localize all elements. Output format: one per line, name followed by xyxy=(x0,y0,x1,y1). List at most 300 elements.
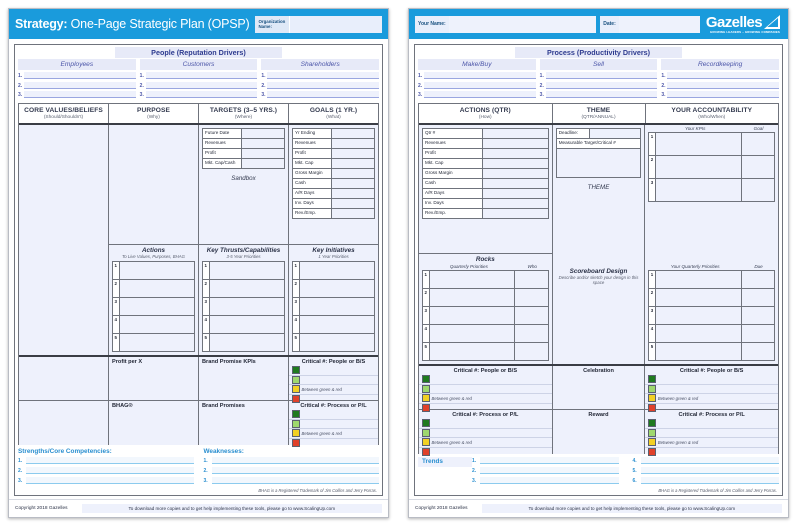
table-row[interactable] xyxy=(203,129,284,139)
strength-input[interactable] xyxy=(26,457,194,464)
table-row[interactable] xyxy=(293,189,374,199)
list-item[interactable] xyxy=(203,262,284,280)
scoreboard-sketch-area[interactable] xyxy=(556,287,642,361)
table-row[interactable] xyxy=(423,129,548,139)
list-item-number: 1 xyxy=(423,271,430,288)
lower-cell[interactable] xyxy=(19,401,108,445)
swatch-row[interactable] xyxy=(289,429,378,439)
driver-line[interactable] xyxy=(540,72,658,79)
table-row[interactable] xyxy=(423,159,548,169)
deadline-input[interactable] xyxy=(590,129,640,138)
rock-priority-input[interactable] xyxy=(430,271,514,288)
strength-line[interactable] xyxy=(18,457,194,464)
footer-note: To download more copies and to get help implementing these tools, please go to www.ScalingUp.com xyxy=(82,504,382,513)
priority-due-input[interactable] xyxy=(741,271,774,288)
table-row[interactable] xyxy=(293,209,374,218)
scoreboard-subtitle: Describe and/or sketch your design in this space xyxy=(558,275,639,286)
table-row xyxy=(557,139,641,149)
list-item[interactable] xyxy=(113,280,194,298)
bhag-label: BHAG® xyxy=(112,403,133,409)
list-item-number: 2 xyxy=(649,156,656,178)
list-item-number: 4 xyxy=(423,325,430,342)
priority-input[interactable] xyxy=(656,343,740,360)
your-name-label: Your Name: xyxy=(418,21,446,27)
swatch-row[interactable] xyxy=(289,366,378,376)
swatch-row[interactable] xyxy=(645,419,778,429)
list-item-number: 3 xyxy=(293,298,300,315)
driver-line-input[interactable] xyxy=(424,82,536,89)
kpi-input[interactable] xyxy=(656,133,740,155)
rock-who-input[interactable] xyxy=(514,307,547,324)
metric-value-input[interactable] xyxy=(332,159,374,168)
critical-process-pl-label: Critical #: Process or P/L xyxy=(678,412,745,418)
table-row[interactable] xyxy=(557,129,641,139)
priority-input[interactable] xyxy=(656,325,740,342)
celebration-cell[interactable] xyxy=(553,366,645,410)
driver-line-input[interactable] xyxy=(24,82,136,89)
strength-input[interactable] xyxy=(26,477,194,484)
trend-input[interactable] xyxy=(641,467,780,474)
list-item-input[interactable] xyxy=(210,262,284,279)
list-item-input[interactable] xyxy=(120,298,194,315)
metric-value-input[interactable] xyxy=(332,199,374,208)
theme-upper xyxy=(553,125,645,267)
critical-people-bs-label: Critical #: People or B/S xyxy=(453,368,518,374)
metric-value-input[interactable] xyxy=(332,129,374,138)
logo-tagline: GROWING LEADERS – GROWING COMPANIES xyxy=(709,29,780,34)
green-dark-swatch-icon xyxy=(648,419,656,427)
list-item[interactable] xyxy=(113,334,194,351)
table-row[interactable] xyxy=(293,169,374,179)
driver-line-input[interactable] xyxy=(424,91,536,98)
rocks-column-headers xyxy=(419,263,552,270)
strength-line[interactable] xyxy=(18,477,194,484)
driver-line[interactable] xyxy=(540,82,658,89)
driver-line[interactable] xyxy=(18,91,136,98)
grid-header-accountability xyxy=(646,104,779,123)
metric-label: Profit xyxy=(293,149,332,158)
strengths-column xyxy=(18,448,194,487)
critical-people-bs-cell xyxy=(289,357,378,401)
swatch-row[interactable] xyxy=(645,438,778,448)
table-row[interactable] xyxy=(423,139,548,149)
list-item[interactable] xyxy=(423,289,548,307)
rock-who-input[interactable] xyxy=(514,343,547,360)
swatch-row[interactable] xyxy=(419,438,552,448)
green-light-swatch-icon xyxy=(422,385,430,393)
grid-header-title: GOALS (1 YR.) xyxy=(309,106,358,114)
gazelles-logo xyxy=(706,15,782,34)
swatch-row[interactable] xyxy=(289,420,378,430)
list-item-number: 4 xyxy=(293,316,300,333)
swatch-row[interactable] xyxy=(419,429,552,439)
list-item[interactable] xyxy=(649,271,774,289)
weakness-input[interactable] xyxy=(212,457,380,464)
targets-column xyxy=(199,125,289,356)
kpis-upper xyxy=(645,125,778,264)
swatch-row[interactable] xyxy=(289,376,378,386)
green-dark-swatch-icon xyxy=(292,410,300,418)
driver-line[interactable] xyxy=(140,82,258,89)
metric-value-input[interactable] xyxy=(332,149,374,158)
metric-value-input[interactable] xyxy=(483,189,548,198)
list-item[interactable] xyxy=(293,334,374,351)
left-header-bar xyxy=(9,9,388,39)
driver-line[interactable] xyxy=(661,72,779,79)
your-name-input[interactable] xyxy=(449,16,597,33)
metric-label: Profit xyxy=(423,149,483,158)
list-item[interactable] xyxy=(423,307,548,325)
metric-value-input[interactable] xyxy=(483,139,548,148)
trend-line[interactable] xyxy=(633,467,780,474)
table-row[interactable] xyxy=(423,189,548,199)
list-item-input[interactable] xyxy=(120,334,194,351)
list-item-number: 4 xyxy=(113,316,120,333)
key-thrusts-list xyxy=(202,261,285,352)
list-item-input[interactable] xyxy=(120,280,194,297)
swatch-group xyxy=(645,418,778,456)
table-row[interactable] xyxy=(203,149,284,159)
list-item[interactable] xyxy=(113,298,194,316)
table-row[interactable] xyxy=(203,159,284,168)
lower-col-blank[interactable] xyxy=(19,357,109,445)
metric-value-input[interactable] xyxy=(242,149,284,158)
weakness-line[interactable] xyxy=(204,467,380,474)
weakness-input[interactable] xyxy=(212,467,380,474)
bhag-cell[interactable] xyxy=(109,401,198,445)
metric-value-input[interactable] xyxy=(483,159,548,168)
swatch-row[interactable] xyxy=(419,448,552,457)
trademark-note: BHAG is a Registered Trademark of Jim Collins and Jerry Porras. xyxy=(658,488,777,493)
list-item-input[interactable] xyxy=(300,316,374,333)
kpi-goal-input[interactable] xyxy=(741,179,774,201)
grid-header-title: THEME xyxy=(586,106,611,114)
priority-due-input[interactable] xyxy=(741,343,774,360)
list-item[interactable] xyxy=(293,316,374,334)
table-row[interactable] xyxy=(423,199,548,209)
brand-promise-kpis-cell[interactable] xyxy=(199,357,288,401)
driver-line-number: 3. xyxy=(539,92,544,98)
driver-line[interactable] xyxy=(140,91,258,98)
trend-input[interactable] xyxy=(641,457,780,464)
weakness-input[interactable] xyxy=(212,477,380,484)
driver-line-input[interactable] xyxy=(146,91,258,98)
rock-priority-input[interactable] xyxy=(430,343,514,360)
strength-number: 2. xyxy=(18,468,23,474)
metric-label: Mkt. Cap/Cash xyxy=(203,159,242,168)
list-item[interactable] xyxy=(203,316,284,334)
strength-line[interactable] xyxy=(18,467,194,474)
trends-columns xyxy=(472,457,779,487)
driver-column-sell xyxy=(540,59,658,101)
table-row[interactable] xyxy=(423,209,548,218)
key-thrusts-subsection xyxy=(199,244,288,355)
swatch-row[interactable] xyxy=(289,385,378,395)
trend-line[interactable] xyxy=(472,467,619,474)
table-row[interactable] xyxy=(293,139,374,149)
metric-label: Future Date xyxy=(203,129,242,138)
actions-metrics-table xyxy=(422,128,549,219)
list-item[interactable] xyxy=(203,280,284,298)
grid-header-title: YOUR ACCOUNTABILITY xyxy=(671,106,753,114)
trend-line[interactable] xyxy=(472,477,619,484)
list-item-input[interactable] xyxy=(210,316,284,333)
rock-who-input[interactable] xyxy=(514,325,547,342)
actions-column xyxy=(419,125,553,365)
list-item-input[interactable] xyxy=(210,298,284,315)
core-values-column[interactable] xyxy=(19,125,109,356)
strengths-weaknesses-section xyxy=(15,445,382,495)
organization-name-field[interactable] xyxy=(255,16,382,33)
driver-line[interactable] xyxy=(18,82,136,89)
driver-column-make-buy xyxy=(418,59,536,101)
list-item[interactable] xyxy=(293,298,374,316)
metric-value-input[interactable] xyxy=(483,179,548,188)
grid-header-subtitle: (Who/When) xyxy=(698,114,726,120)
strength-input[interactable] xyxy=(26,467,194,474)
trends-section xyxy=(415,454,782,495)
list-item-input[interactable] xyxy=(210,334,284,351)
trend-input[interactable] xyxy=(641,477,780,484)
strengths-weaknesses-columns xyxy=(18,448,379,487)
driver-line[interactable] xyxy=(18,72,136,79)
green-dark-swatch-icon xyxy=(422,375,430,383)
driver-line[interactable] xyxy=(261,72,379,79)
list-item-number: 1 xyxy=(293,262,300,279)
list-item[interactable] xyxy=(423,271,548,289)
purpose-input-area[interactable] xyxy=(109,125,198,245)
table-row[interactable] xyxy=(203,139,284,149)
list-item-input[interactable] xyxy=(300,280,374,297)
swatch-row[interactable] xyxy=(645,429,778,439)
list-item[interactable] xyxy=(649,325,774,343)
list-item[interactable] xyxy=(423,343,548,360)
metric-value-input[interactable] xyxy=(483,129,548,138)
reward-cell[interactable] xyxy=(553,410,645,454)
trend-input[interactable] xyxy=(480,477,619,484)
swatch-note: Between green & red xyxy=(301,430,342,436)
theme-caption: THEME xyxy=(587,183,610,191)
kpi-input[interactable] xyxy=(656,156,740,178)
driver-line[interactable] xyxy=(261,82,379,89)
swatch-row[interactable] xyxy=(419,394,552,404)
list-item[interactable] xyxy=(293,262,374,280)
swatch-row[interactable] xyxy=(645,385,778,395)
metric-value-input[interactable] xyxy=(332,139,374,148)
list-item[interactable] xyxy=(649,179,774,201)
trends-left-column xyxy=(472,457,619,487)
list-item-number: 1 xyxy=(113,262,120,279)
driver-line[interactable] xyxy=(418,91,536,98)
rock-priority-input[interactable] xyxy=(430,307,514,324)
swatch-row[interactable] xyxy=(645,448,778,457)
table-row[interactable] xyxy=(293,159,374,169)
trend-line[interactable] xyxy=(633,457,780,464)
profit-per-x-cell[interactable] xyxy=(109,357,198,401)
driver-line-number: 1. xyxy=(139,73,144,79)
lower-col-brand xyxy=(199,357,289,445)
green-light-swatch-icon xyxy=(292,376,300,384)
goals-upper xyxy=(289,125,378,245)
metric-label: Inv. Days xyxy=(293,199,332,208)
kpi-goal-input[interactable] xyxy=(741,156,774,178)
swatch-row[interactable] xyxy=(645,394,778,404)
red-swatch-icon xyxy=(292,439,300,447)
list-item-input[interactable] xyxy=(120,262,194,279)
metric-label: Revenues xyxy=(293,139,332,148)
driver-line-input[interactable] xyxy=(546,91,658,98)
driver-line-input[interactable] xyxy=(424,72,536,79)
metric-value-input[interactable] xyxy=(483,149,548,158)
driver-line-input[interactable] xyxy=(24,91,136,98)
priority-input[interactable] xyxy=(656,271,740,288)
swatch-row[interactable] xyxy=(289,439,378,448)
trend-line[interactable] xyxy=(633,477,780,484)
metric-label: A/R Days xyxy=(423,189,483,198)
driver-line[interactable] xyxy=(418,82,536,89)
list-item-input[interactable] xyxy=(300,298,374,315)
opsp-page-left xyxy=(8,8,389,518)
priority-due-input[interactable] xyxy=(741,307,774,324)
list-item-number: 2 xyxy=(649,289,656,306)
rock-who-input[interactable] xyxy=(514,271,547,288)
kpi-goal-input[interactable] xyxy=(741,133,774,155)
your-name-field[interactable] xyxy=(415,16,596,33)
list-item-input[interactable] xyxy=(300,334,374,351)
quarterly-col2-header: Due xyxy=(754,264,763,269)
metric-value-input[interactable] xyxy=(242,129,284,138)
kpi-input[interactable] xyxy=(656,179,740,201)
driver-column-label: Recordkeeping xyxy=(661,59,779,70)
table-row[interactable] xyxy=(293,199,374,209)
priority-due-input[interactable] xyxy=(741,325,774,342)
driver-line-input[interactable] xyxy=(667,91,779,98)
list-item[interactable] xyxy=(649,156,774,179)
list-item[interactable] xyxy=(293,280,374,298)
metric-label: Revenues xyxy=(203,139,242,148)
metric-value-input[interactable] xyxy=(483,199,548,208)
swatch-row[interactable] xyxy=(419,419,552,429)
driver-line[interactable] xyxy=(418,72,536,79)
weakness-line[interactable] xyxy=(204,477,380,484)
trend-line[interactable] xyxy=(472,457,619,464)
metric-label: Mkt. Cap xyxy=(293,159,332,168)
rock-who-input[interactable] xyxy=(514,289,547,306)
green-dark-swatch-icon xyxy=(422,419,430,427)
left-page-body xyxy=(14,44,383,496)
lower-cell[interactable] xyxy=(19,357,108,401)
list-item-number: 1 xyxy=(203,262,210,279)
measurable-target-input[interactable] xyxy=(557,149,641,177)
driver-line[interactable] xyxy=(661,82,779,89)
priority-due-input[interactable] xyxy=(741,289,774,306)
priority-input[interactable] xyxy=(656,289,740,306)
organization-name-input[interactable] xyxy=(289,16,382,33)
critical-people-bs-cell xyxy=(645,366,778,410)
list-item[interactable] xyxy=(649,133,774,156)
table-row[interactable] xyxy=(423,149,548,159)
list-item-input[interactable] xyxy=(210,280,284,297)
driver-line-input[interactable] xyxy=(546,82,658,89)
metric-value-input[interactable] xyxy=(483,169,548,178)
metric-value-input[interactable] xyxy=(332,179,374,188)
metric-value-input[interactable] xyxy=(242,159,284,168)
trend-input[interactable] xyxy=(480,467,619,474)
swatch-row[interactable] xyxy=(645,375,778,385)
list-item[interactable] xyxy=(423,325,548,343)
green-light-swatch-icon xyxy=(292,420,300,428)
brand-promises-cell[interactable] xyxy=(199,401,288,445)
driver-line-input[interactable] xyxy=(267,82,379,89)
driver-line-input[interactable] xyxy=(667,82,779,89)
people-drivers-columns xyxy=(18,59,379,101)
driver-line-number: 1. xyxy=(418,73,423,79)
list-item-input[interactable] xyxy=(300,262,374,279)
list-item[interactable] xyxy=(649,343,774,360)
date-input[interactable] xyxy=(619,16,700,33)
list-item[interactable] xyxy=(113,262,194,280)
trend-input[interactable] xyxy=(480,457,619,464)
driver-line[interactable] xyxy=(140,72,258,79)
table-row[interactable] xyxy=(293,129,374,139)
metric-value-input[interactable] xyxy=(483,209,548,218)
swatch-row[interactable] xyxy=(419,375,552,385)
actions-title: Actions xyxy=(141,247,166,254)
table-row[interactable] xyxy=(293,149,374,159)
metric-label: Rev./Emp. xyxy=(423,209,483,218)
driver-line-input[interactable] xyxy=(146,82,258,89)
table-row[interactable] xyxy=(293,179,374,189)
priority-input[interactable] xyxy=(656,307,740,324)
list-item-input[interactable] xyxy=(120,316,194,333)
table-row[interactable] xyxy=(423,169,548,179)
driver-column-recordkeeping xyxy=(661,59,779,101)
swatch-row[interactable] xyxy=(289,410,378,420)
driver-line-input[interactable] xyxy=(267,91,379,98)
rock-priority-input[interactable] xyxy=(430,289,514,306)
footer-note: To download more copies and to get help implementing these tools, please go to www.ScalingUp.com xyxy=(482,504,782,513)
driver-line-input[interactable] xyxy=(667,72,779,79)
date-field[interactable] xyxy=(600,16,700,33)
list-item[interactable] xyxy=(649,289,774,307)
weakness-line[interactable] xyxy=(204,457,380,464)
driver-line-input[interactable] xyxy=(267,72,379,79)
grid-header-title: CORE VALUES/BELIEFS xyxy=(24,106,103,114)
driver-line[interactable] xyxy=(261,91,379,98)
swatch-row[interactable] xyxy=(419,385,552,395)
driver-line-input[interactable] xyxy=(24,72,136,79)
list-item[interactable] xyxy=(203,334,284,351)
critical-process-pl-label: Critical #: Process or P/L xyxy=(300,403,367,409)
list-item[interactable] xyxy=(113,316,194,334)
metric-value-input[interactable] xyxy=(332,189,374,198)
list-item[interactable] xyxy=(203,298,284,316)
lower-col-celebration-reward xyxy=(553,366,646,454)
driver-line[interactable] xyxy=(540,91,658,98)
rock-priority-input[interactable] xyxy=(430,325,514,342)
driver-line-input[interactable] xyxy=(146,72,258,79)
metric-value-input[interactable] xyxy=(332,169,374,178)
list-item[interactable] xyxy=(649,307,774,325)
metric-value-input[interactable] xyxy=(242,139,284,148)
metric-value-input[interactable] xyxy=(332,209,374,218)
purpose-column xyxy=(109,125,199,356)
table-row[interactable] xyxy=(423,179,548,189)
driver-line-number: 1. xyxy=(18,73,23,79)
driver-line-input[interactable] xyxy=(546,72,658,79)
driver-line-number: 3. xyxy=(139,92,144,98)
driver-line[interactable] xyxy=(661,91,779,98)
